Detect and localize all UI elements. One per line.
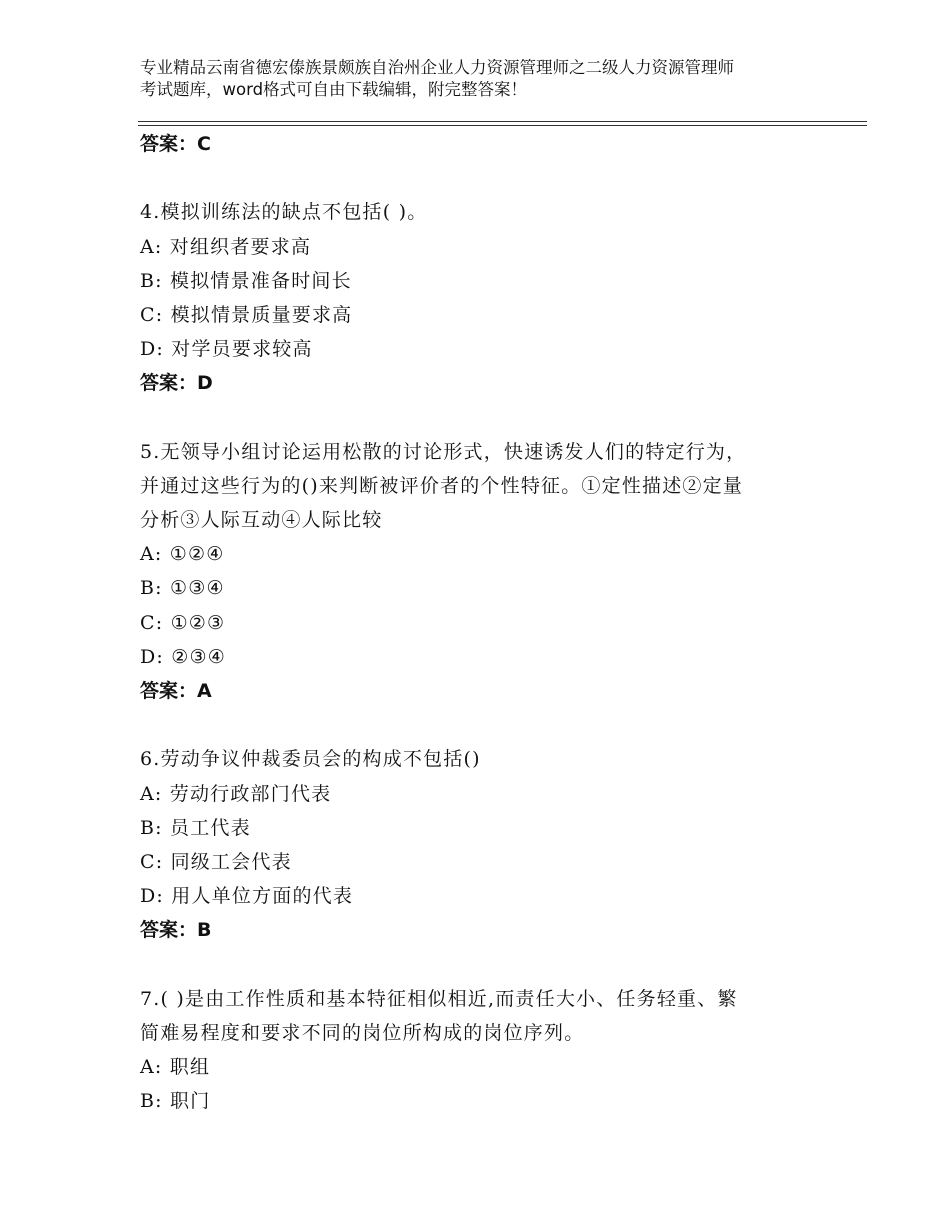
spacer bbox=[140, 948, 820, 982]
question-7-option-b: B: 职门 bbox=[140, 1090, 211, 1113]
question-4 bbox=[140, 195, 820, 400]
question-5-option-b: B: ①③④ bbox=[140, 577, 225, 600]
question-7 bbox=[140, 982, 820, 1119]
question-7-stem-line-1: 7.( )是由工作性质和基本特征相似相近,而责任大小、任务轻重、繁 bbox=[140, 987, 738, 1010]
question-4-option-a: A: 对组织者要求高 bbox=[140, 235, 312, 258]
header-divider-bottom bbox=[138, 125, 867, 126]
question-6-answer: 答案：B bbox=[140, 919, 212, 942]
question-4-answer: 答案：D bbox=[140, 372, 213, 395]
question-7-option-a: A: 职组 bbox=[140, 1056, 211, 1079]
header-title-line-2: 考试题库，word格式可自由下载编辑，附完整答案！ bbox=[140, 80, 528, 99]
question-4-option-d: D: 对学员要求较高 bbox=[140, 338, 313, 361]
spacer bbox=[140, 708, 820, 742]
spacer bbox=[140, 401, 820, 435]
question-6-option-d: D: 用人单位方面的代表 bbox=[140, 885, 354, 908]
question-6-stem: 6.劳动争议仲裁委员会的构成不包括() bbox=[140, 748, 481, 771]
question-4-option-b: B: 模拟情景准备时间长 bbox=[140, 269, 352, 292]
question-5-option-c: C: ①②③ bbox=[140, 611, 226, 634]
question-6-option-c: C: 同级工会代表 bbox=[140, 850, 292, 873]
question-5-option-d: D: ②③④ bbox=[140, 645, 226, 668]
question-6-option-a: A: 劳动行政部门代表 bbox=[140, 782, 332, 805]
question-4-option-c: C: 模拟情景质量要求高 bbox=[140, 303, 353, 326]
question-6 bbox=[140, 742, 820, 947]
previous-question-answer: 答案：C bbox=[140, 133, 211, 155]
question-list bbox=[140, 127, 820, 1118]
question-7-stem-line-2: 简难易程度和要求不同的岗位所构成的岗位序列。 bbox=[140, 1021, 585, 1044]
header-divider-top bbox=[138, 121, 867, 122]
question-5 bbox=[140, 435, 820, 709]
question-5-stem-line-3: 分析③人际互动④人际比较 bbox=[140, 509, 383, 532]
question-6-option-b: B: 员工代表 bbox=[140, 816, 251, 839]
header-title-line-1: 专业精品云南省德宏傣族景颇族自治州企业人力资源管理师之二级人力资源管理师 bbox=[140, 58, 734, 77]
question-4-stem: 4.模拟训练法的缺点不包括( )。 bbox=[140, 201, 428, 224]
spacer bbox=[140, 161, 820, 195]
page-header bbox=[140, 57, 820, 101]
question-5-answer: 答案：A bbox=[140, 680, 212, 702]
question-5-stem-line-2: 并通过这些行为的()来判断被评价者的个性特征。①定性描述②定量 bbox=[140, 474, 744, 497]
question-5-option-a: A: ①②④ bbox=[140, 543, 225, 566]
question-5-stem-line-1: 5.无领导小组讨论运用松散的讨论形式，快速诱发人们的特定行为， bbox=[140, 440, 747, 463]
